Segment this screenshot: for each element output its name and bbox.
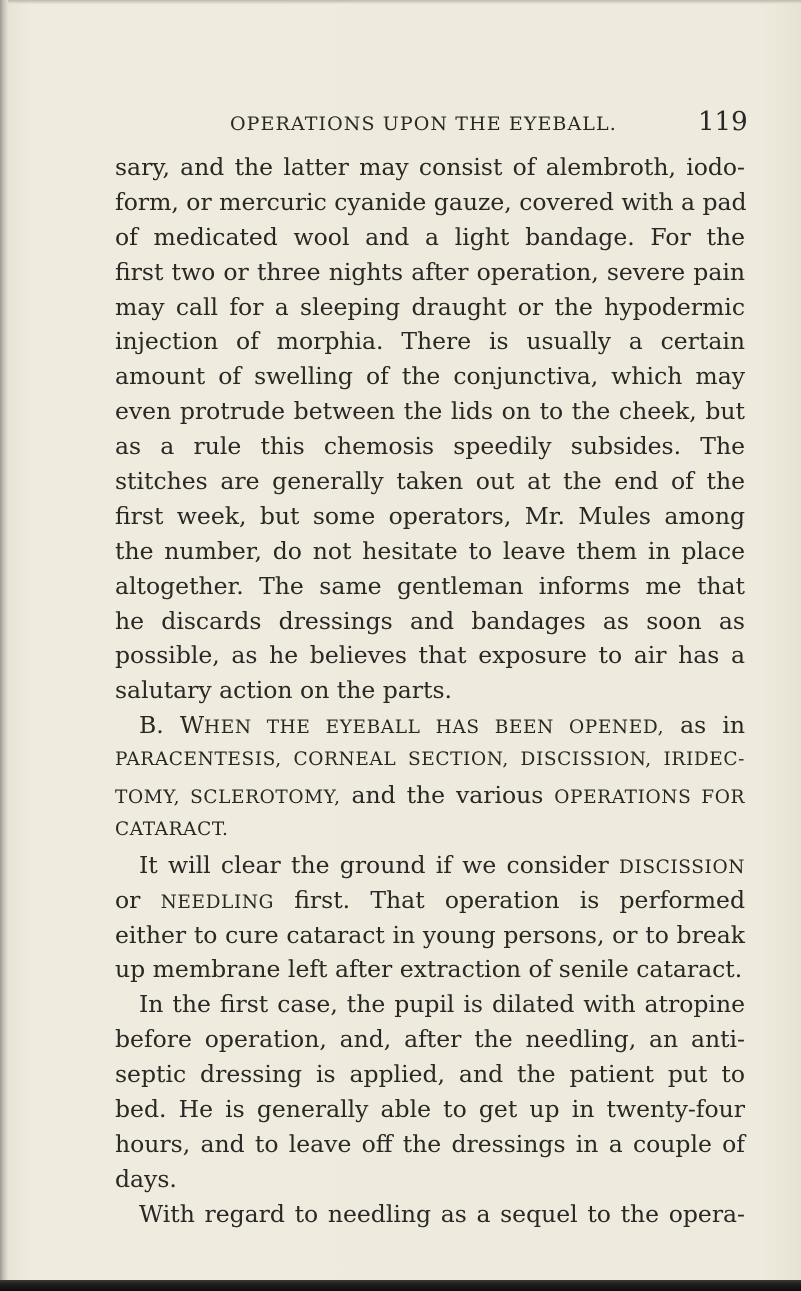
discission-line-2 <box>115 883 745 918</box>
text-line: the number, do not hesitate to leave them in place <box>115 536 745 565</box>
section-b-heading-line-3 <box>115 778 745 813</box>
text-line: either to cure cataract in young persons, or to break <box>115 920 745 949</box>
text-line: may call for a sleeping draught or the hypodermic <box>115 292 745 321</box>
page-bottom-edge <box>0 1280 801 1291</box>
text-line: septic dressing is applied, and the patient put to <box>115 1060 745 1089</box>
text-line: days. <box>115 1164 177 1193</box>
text-line: he discards dressings and bandages as soon as <box>115 606 745 635</box>
section-b-suffix: as in <box>664 711 745 740</box>
text-line: In the first case, the pupil is dilated with atropine <box>139 990 745 1019</box>
text-line: injection of morphia. There is usually a certain <box>115 327 745 356</box>
text-line: before operation, and, after the needling, an anti- <box>115 1025 745 1054</box>
text-line: hours, and to leave off the dressings in a couple of <box>115 1129 745 1158</box>
page-header <box>0 107 801 137</box>
text-line: With regard to needling as a sequel to the opera- <box>139 1199 745 1228</box>
text-line: even protrude between the lids on to the cheek, but <box>115 397 745 426</box>
section-b-mid: and the various <box>340 781 555 810</box>
discission-line-1 <box>115 848 745 883</box>
text-line: first two or three nights after operation, severe pain <box>115 257 745 286</box>
text-line: bed. He is generally able to get up in twenty-four <box>115 1095 745 1124</box>
section-b-heading-line-4: CATARACT. <box>115 818 229 840</box>
body-text <box>115 150 745 1232</box>
discission-text-b: first. That operation is performed <box>274 885 745 914</box>
text-line: form, or mercuric cyanide gauze, covered with a pad <box>115 187 747 216</box>
section-b-caps: HEN THE EYEBALL HAS BEEN OPENED, <box>203 717 665 739</box>
section-b-heading-line-2: PARACENTESIS, CORNEAL SECTION, DISCISSION, IRIDEC- <box>115 749 745 771</box>
section-b-heading-line-1 <box>115 708 745 743</box>
section-b-caps-b: OPERATIONS FOR <box>554 787 745 809</box>
page-top-edge <box>0 0 801 4</box>
text-line: salutary action on the parts. <box>115 676 453 705</box>
text-line: stitches are generally taken out at the end of the <box>115 467 745 496</box>
text-line: of medicated wool and a light bandage. For the <box>115 222 745 251</box>
text-line: amount of swelling of the conjunctiva, which may <box>115 362 745 391</box>
needling-caps: NEEDLING <box>160 891 275 913</box>
section-b-prefix: B. W <box>139 711 204 740</box>
binding-edge <box>0 0 8 1291</box>
text-line: as a rule this chemosis speedily subsides. The <box>115 432 745 461</box>
text-line: sary, and the latter may consist of alembroth, iodo- <box>115 153 745 181</box>
text-line: up membrane left after extraction of senile cataract. <box>115 955 743 984</box>
text-line: possible, as he believes that exposure to air has a <box>115 641 745 670</box>
discission-caps: DISCISSION <box>619 856 745 878</box>
section-b-caps-a: TOMY, SCLEROTOMY, <box>115 787 341 809</box>
page-number: 119 <box>698 107 748 137</box>
discission-text-or: or <box>115 885 161 914</box>
discission-text-a: It will clear the ground if we consider <box>139 850 620 879</box>
text-line: altogether. The same gentleman informs me that <box>115 571 745 600</box>
running-head: OPERATIONS UPON THE EYEBALL. <box>230 113 617 135</box>
text-line: first week, but some operators, Mr. Mules among <box>115 501 745 530</box>
